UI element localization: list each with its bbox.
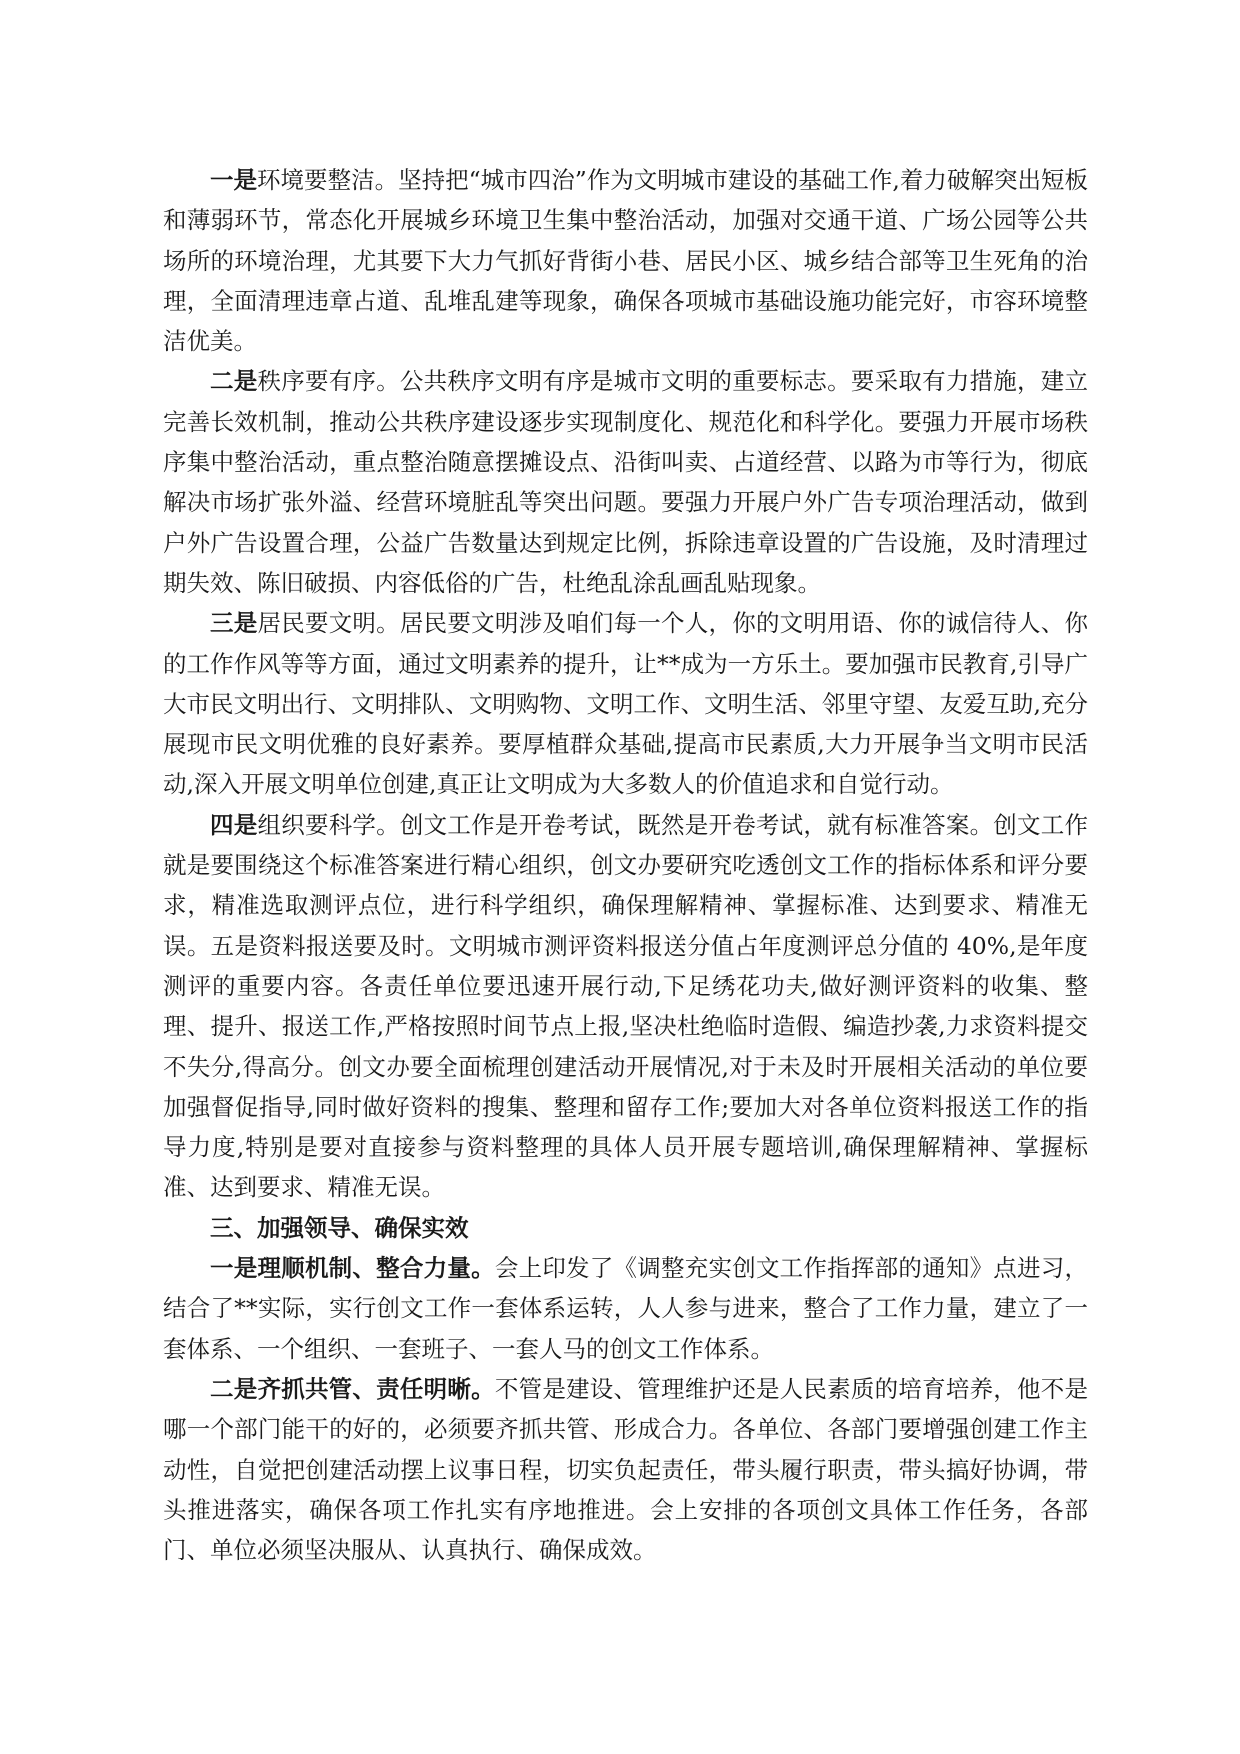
paragraph-body: 环境要整洁。坚持把“城市四治”作为文明城市建设的基础工作,着力破解突出短板和薄弱环节，常态化开展城乡环境卫生集中整治活动，加强对交通干道、广场公园等公共场所的环境治理，尤其要下大力气抓好背街小巷、居民小区、城乡结合部等卫生死角的治理，全面清理违章占道、乱堆乱建等现象，确保各项城市基础设施功能完好，市容环境整洁优美。 [163,166,1089,356]
paragraph-organization [163,805,1088,1208]
paragraph-lead: 一是 [210,166,258,194]
paragraph-lead: 三是 [210,609,258,638]
paragraph-lead: 一是理顺机制、整合力量。 [210,1254,495,1283]
paragraph-body: 不管是建设、管理维护还是人民素质的培育培养，他不是哪一个部门能干的好的，必须要齐抓共管、形成合力。各单位、各部门要增强创建工作主动性，自觉把创建活动摆上议事日程，切实负起责任，带头履行职责，带头搞好协调，带头推进落实，确保各项工作扎实有序地推进。会上安排的各项创文具体工作任务，各部门、单位必须坚决服从、认真执行、确保成效。 [163,1374,1089,1565]
document-page [163,160,1088,1570]
paragraph-body: 组织要科学。创文工作是开卷考试，既然是开卷考试，就有标准答案。创文工作就是要围绕这个标准答案进行精心组织，创文办要研究吃透创文工作的指标体系和评分要求，精准选取测评点位，进行科学组织，确保理解精神、掌握标准、达到要求、精准无误。五是资料报送要及时。文明城市测评资料报送分值占年度测评总分值的 40%,是年度测评的重要内容。各责任单位要迅速开展行动,下足绣花功夫,做好测评资料的收集、整理、提升、报送工作,严格按照时间节点上报,坚决杜绝临时造假、编造抄袭,力求资料提交不失分,得高分。创文办要全面梳理创建活动开展情况,对于未及时开展相关活动的单位要加强督促指导,同时做好资料的搜集、整理和留存工作;要加大对各单位资料报送工作的指导力度,特别是要对直接参与资料整理的具体人员开展专题培训,确保理解精神、掌握标准、达到要求、精准无误。 [163,810,1089,1202]
paragraph-body: 秩序要有序。公共秩序文明有序是城市文明的重要标志。要采取有力措施，建立完善长效机制，推动公共秩序建设逐步实现制度化、规范化和科学化。要强力开展市场秩序集中整治活动，重点整治随意摆摊设点、沿街叫卖、占道经营、以路为市等行为，彻底解决市场扩张外溢、经营环境脏乱等突出问题。要强力开展户外广告专项治理活动，做到户外广告设置合理，公益广告数量达到规定比例，拆除违章设置的广告设施，及时清理过期失效、陈旧破损、内容低俗的广告，杜绝乱涂乱画乱贴现象。 [163,367,1089,597]
paragraph-mechanism [163,1248,1088,1369]
paragraph-lead: 二是齐抓共管、责任明晰。 [210,1374,495,1403]
paragraph-body: 居民要文明。居民要文明涉及咱们每一个人，你的文明用语、你的诚信待人、你的工作作风等等方面，通过文明素养的提升，让**成为一方乐土。要加强市民教育,引导广大市民文明出行、文明排队、文明购物、文明工作、文明生活、邻里守望、友爱互助,充分展现市民文明优雅的良好素养。要厚植群众基础,提高市民素质,大力开展争当文明市民活动,深入开展文明单位创建,真正让文明成为大多数人的价值追求和自觉行动。 [163,609,1089,799]
paragraph-lead: 四是 [210,810,258,839]
paragraph-residents [163,603,1088,804]
paragraph-body: 会上印发了《调整充实创文工作指挥部的通知》点进习，结合了**实际，实行创文工作一套体系运转，人人参与进来，整合了工作力量，建立了一套体系、一个组织、一套班子、一套人马的创文工作体系。 [163,1254,1089,1363]
paragraph-environment [163,160,1088,361]
paragraph-order [163,361,1088,603]
paragraph-lead: 二是 [210,367,258,396]
section-heading: 三、加强领导、确保实效 [210,1213,469,1242]
paragraph-responsibility [163,1369,1088,1570]
